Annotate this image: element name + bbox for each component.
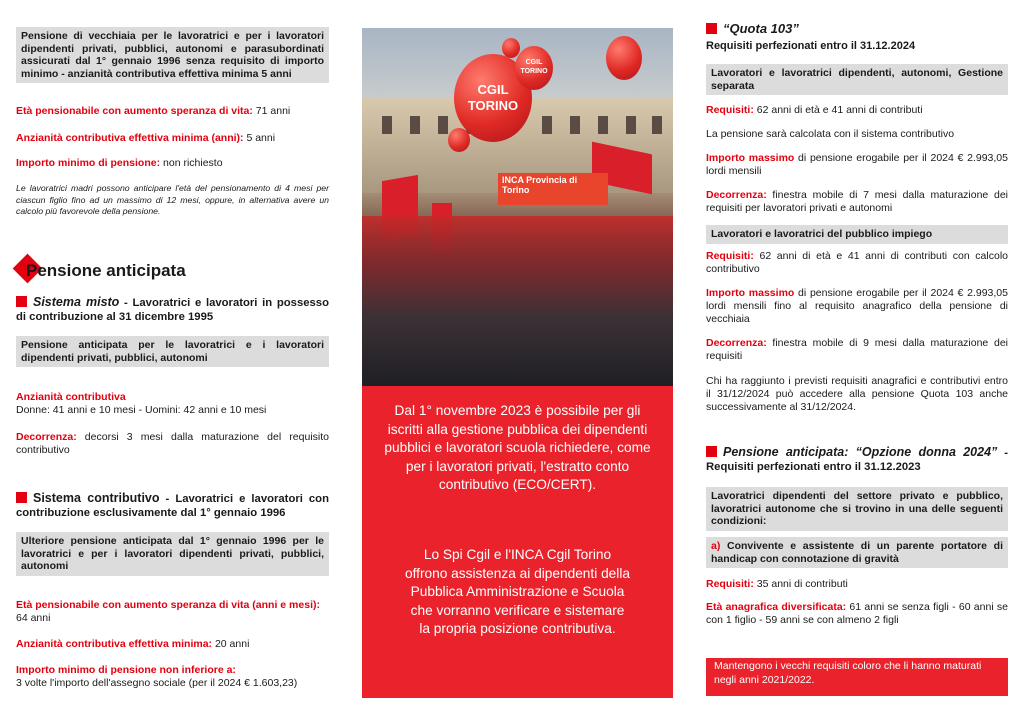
- quota-box-privati: Lavoratori e lavoratrici dipendenti, autonomi, Gestione separata: [706, 64, 1008, 95]
- importo-minimo: Importo minimo di pensione: non richiesto: [16, 157, 223, 169]
- vecchiaia-intro-box: Pensione di vecchiaia per le lavoratrici e per i lavoratori dipendenti privati, pubblici, autonomi e parasubordinati assicurati dal 1° gennaio 1996 senza requisito di importo minimo - anzianità contributiva effettiva minima 5 anni: [16, 27, 329, 83]
- balloon-left: [448, 128, 470, 152]
- opzione-donna-condizione-a: a) Convivente e assistente di un parente portatore di handicap con connotazione di gravità: [706, 537, 1008, 568]
- contributivo-box: Ulteriore pensione anticipata dal 1° gennaio 1996 per le lavoratrici e per i lavoratori dipendenti privati, pubblici, autonomi: [16, 532, 329, 576]
- bottom-red-note: Mantengono i vecchi requisiti coloro che li hanno maturati negli anni 2021/2022.: [706, 658, 1008, 696]
- anzianita-contributiva: Anzianità contributiva Donne: 41 anni e 10 mesi - Uomini: 42 anni e 10 mesi: [16, 391, 267, 416]
- quota-decorrenza-1: Decorrenza: finestra mobile di 7 mesi dalla maturazione dei requisiti per lavoratori privati e autonomi: [706, 189, 1008, 214]
- square-bullet-icon: [16, 296, 27, 307]
- quota-subtitle: Requisiti perfezionati entro il 31.12.2024: [706, 40, 916, 52]
- photo-crowd: [362, 216, 673, 386]
- anzianita-minima: Anzianità contributiva effettiva minima (anni): 5 anni: [16, 132, 276, 144]
- balloon-large: CGIL TORINO: [454, 54, 532, 142]
- c-importo-minimo: Importo minimo di pensione non inferiore a: 3 volte l'importo dell'assegno sociale (per il 2024 € 1.603,23): [16, 664, 298, 689]
- quota-importo-1: Importo massimo di pensione erogabile per il 2024 € 2.993,05 lordi mensili: [706, 152, 1008, 177]
- balloon-medium: CGIL TORINO: [515, 46, 553, 90]
- heading-quota-103: “Quota 103”: [706, 22, 1008, 37]
- quota-note: Chi ha raggiunto i previsti requisiti anagrafici e contributivi entro il 31/12/2024 può accedere alla pensione Quota 103 anche successivamente al 31/12/2024.: [706, 375, 1008, 413]
- quota-calcolo: La pensione sarà calcolata con il sistema contributivo: [706, 128, 955, 140]
- heading-sistema-misto: Sistema misto - Lavoratrici e lavoratori in possesso di contribuzione al 31 dicembre 1995: [16, 295, 329, 323]
- section-title-pensione-anticipata: Pensione anticipata: [26, 261, 186, 280]
- info-paragraph-2: Lo Spi Cgil e l'INCA Cgil Torino offrono assistenza ai dipendenti della Pubblica Amministrazione e Scuola che vorranno verificare e sistemare la propria posizione contributiva.: [405, 547, 630, 636]
- c-eta-pensionabile: Età pensionabile con aumento speranza di vita (anni e mesi): 64 anni: [16, 599, 320, 624]
- c-anzianita-minima: Anzianità contributiva effettiva minima: 20 anni: [16, 638, 250, 650]
- quota-decorrenza-2: Decorrenza: finestra mobile di 9 mesi dalla maturazione dei requisiti: [706, 337, 1008, 362]
- info-paragraph-1: Dal 1° novembre 2023 è possibile per gli iscritti alla gestione pubblica dei dipendenti pubblici e lavoratori scuola richiedere, come per i lavoratori privati, l'estratto conto contributivo (ECO/CERT).: [384, 403, 651, 492]
- rally-photo: [362, 28, 673, 386]
- misto-box: Pensione anticipata per le lavoratrici e i lavoratori dipendenti privati, pubblici, autonomi: [16, 336, 329, 367]
- square-bullet-icon: [706, 23, 717, 34]
- quota-importo-2: Importo massimo di pensione erogabile per il 2024 € 2.993,05 lordi mensili fino al requisito anagrafico della pensione di vecchiaia: [706, 287, 1008, 325]
- square-bullet-icon: [16, 492, 27, 503]
- eta-pensionabile: Età pensionabile con aumento speranza di vita: 71 anni: [16, 105, 291, 117]
- quota-requisiti-2: Requisiti: 62 anni di età e 41 anni di contributi con calcolo contributivo: [706, 250, 1008, 275]
- photo-banner: INCA Provincia di Torino: [498, 173, 608, 205]
- quota-box-pubblico: Lavoratori e lavoratrici del pubblico impiego: [706, 225, 1008, 244]
- square-bullet-icon: [706, 446, 717, 457]
- heading-opzione-donna: Pensione anticipata: “Opzione donna 2024” - Requisiti perfezionati entro il 31.12.2023: [706, 445, 1008, 473]
- balloon-small: [502, 38, 520, 58]
- quota-requisiti-1: Requisiti: 62 anni di età e 41 anni di contributi: [706, 104, 923, 116]
- balloon-right: [606, 36, 642, 80]
- decorrenza-misto: Decorrenza: decorsi 3 mesi dalla maturazione del requisito contributivo: [16, 431, 329, 456]
- info-red-box: [362, 386, 673, 698]
- od-requisiti: Requisiti: 35 anni di contributi: [706, 578, 848, 590]
- opzione-donna-box: Lavoratrici dipendenti del settore privato e pubblico, lavoratrici autonome che si trovino in una delle seguenti condizioni:: [706, 487, 1008, 531]
- note-madri: Le lavoratrici madri possono anticipare l'età del pensionamento di 4 mesi per ciascun figlio fino ad un massimo di 12 mesi, oppure, in alternativa avere un calcolo più favorevole della pensione.: [16, 183, 329, 216]
- od-eta: Età anagrafica diversificata: 61 anni se senza figli - 60 anni se con 1 figlio - 59 anni se con almeno 2 figli: [706, 601, 1008, 626]
- heading-sistema-contributivo: Sistema contributivo - Lavoratrici e lavoratori con contribuzione esclusivamente dal 1° gennaio 1996: [16, 491, 329, 519]
